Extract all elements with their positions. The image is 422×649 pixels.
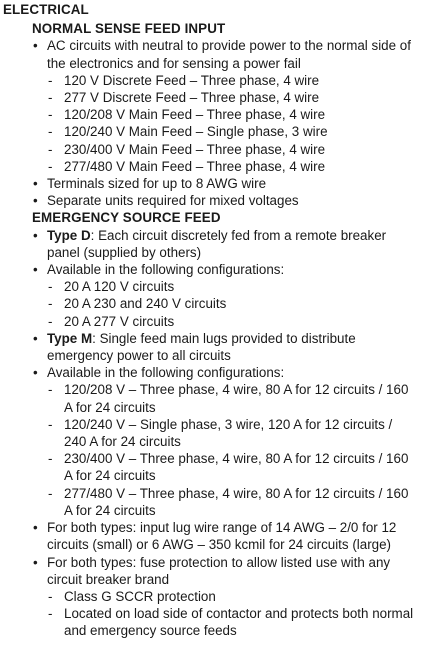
dash-icon: -: [48, 313, 53, 329]
list-item: [47, 605, 418, 639]
dash-icon: -: [48, 158, 53, 174]
type-m-text: : Single feed main lugs provided to distribute emergency power to all circuits: [47, 330, 356, 364]
normal-bullet-separate: Separate units required for mixed voltages: [47, 193, 299, 209]
dash-icon: -: [48, 90, 53, 106]
list-item: [47, 158, 418, 175]
bullet-icon: •: [33, 38, 38, 54]
availability-label: Available in the following configurations:: [47, 365, 285, 381]
list-item: [33, 364, 418, 519]
list-item: [33, 227, 418, 261]
feed-option: 120/208 V Main Feed – Three phase, 4 wire: [64, 107, 326, 123]
both-types-fuse: For both types: fuse protection to allow listed use with any circuit breaker brand: [47, 554, 391, 587]
list-item: [47, 295, 418, 312]
dash-icon: -: [48, 72, 53, 88]
bullet-icon: •: [33, 554, 38, 570]
type-m-config-list: [47, 381, 418, 519]
both-types-lug: For both types: input lug wire range of 14 AWG – 2/0 for 12 circuits (small) or 6 AWG – 350 kcmil for 24 circuits (large): [47, 520, 397, 553]
bullet-icon: •: [33, 227, 38, 243]
list-item: [33, 330, 418, 364]
bullet-icon: •: [33, 365, 38, 381]
availability-label: Available in the following configurations:: [47, 262, 285, 278]
list-item: [33, 519, 418, 553]
list-item: [47, 416, 418, 450]
dash-icon: -: [48, 279, 53, 295]
list-item: [47, 106, 418, 123]
dash-icon: -: [48, 451, 53, 467]
config-option: 20 A 120 V circuits: [64, 279, 175, 295]
list-item: [47, 89, 418, 106]
normal-feed-list: [47, 72, 418, 175]
config-option: 20 A 230 and 240 V circuits: [64, 296, 227, 312]
feed-option: 230/400 V Main Feed – Three phase, 4 wire: [64, 141, 326, 157]
feed-option: 120 V Discrete Feed – Three phase, 4 wire: [64, 72, 320, 88]
list-item: [33, 554, 418, 640]
list-item: [47, 141, 418, 158]
dash-icon: -: [48, 141, 53, 157]
feed-option: 277/480 V Main Feed – Three phase, 4 wire: [64, 158, 326, 174]
config-option: 120/208 V – Three phase, 4 wire, 80 A for 12 circuits / 160 A for 24 circuits: [64, 382, 409, 415]
list-item: [47, 72, 418, 89]
list-item: [33, 261, 418, 330]
dash-icon: -: [48, 485, 53, 501]
type-d-label: Type D: [47, 227, 91, 243]
fuse-detail-list: [47, 588, 418, 640]
dash-icon: -: [48, 606, 53, 622]
list-item: [47, 123, 418, 140]
type-d-text: : Each circuit discretely fed from a remote breaker panel (supplied by others): [47, 227, 387, 260]
config-option: 230/400 V – Three phase, 4 wire, 80 A for 12 circuits / 160 A for 24 circuits: [64, 451, 409, 484]
config-option: 120/240 V – Single phase, 3 wire, 120 A for 12 circuits / 240 A for 24 circuits: [64, 416, 393, 450]
bullet-icon: •: [33, 193, 38, 209]
list-item: [47, 381, 418, 415]
config-option: 20 A 277 V circuits: [64, 313, 175, 329]
bullet-icon: •: [33, 262, 38, 278]
fuse-detail: Located on load side of contactor and protects both normal and emergency source feeds: [64, 606, 414, 639]
dash-icon: -: [48, 107, 53, 123]
list-item: [47, 313, 418, 330]
dash-icon: -: [48, 124, 53, 140]
list-item: [33, 175, 418, 192]
bullet-icon: •: [33, 520, 38, 536]
list-item: [33, 37, 418, 175]
normal-sense-heading: NORMAL SENSE FEED INPUT: [32, 21, 226, 37]
normal-sense-list: [6, 37, 418, 209]
normal-bullet-terminals: Terminals sized for up to 8 AWG wire: [47, 176, 267, 192]
fuse-detail: Class G SCCR protection: [64, 588, 216, 604]
emergency-source-list: [6, 227, 418, 640]
list-item: [47, 485, 418, 519]
feed-option: 277 V Discrete Feed – Three phase, 4 wire: [64, 90, 320, 106]
dash-icon: -: [48, 296, 53, 312]
type-d-config-list: [47, 278, 418, 330]
dash-icon: -: [48, 382, 53, 398]
list-item: [47, 278, 418, 295]
dash-icon: -: [48, 588, 53, 604]
config-option: 277/480 V – Three phase, 4 wire, 80 A for 12 circuits / 160 A for 24 circuits: [64, 485, 409, 518]
section-title: ELECTRICAL: [3, 2, 89, 17]
list-item: [47, 450, 418, 484]
bullet-icon: •: [33, 330, 38, 346]
feed-option: 120/240 V Main Feed – Single phase, 3 wire: [64, 124, 328, 140]
bullet-icon: •: [33, 176, 38, 192]
type-m-label: Type M: [47, 330, 93, 346]
emergency-source-heading: EMERGENCY SOURCE FEED: [32, 210, 221, 226]
list-item: [33, 192, 418, 209]
list-item: [47, 588, 418, 605]
dash-icon: -: [48, 416, 53, 432]
normal-bullet-ac: AC circuits with neutral to provide power to the normal side of the electronics and for sensing a power fail: [47, 38, 411, 71]
